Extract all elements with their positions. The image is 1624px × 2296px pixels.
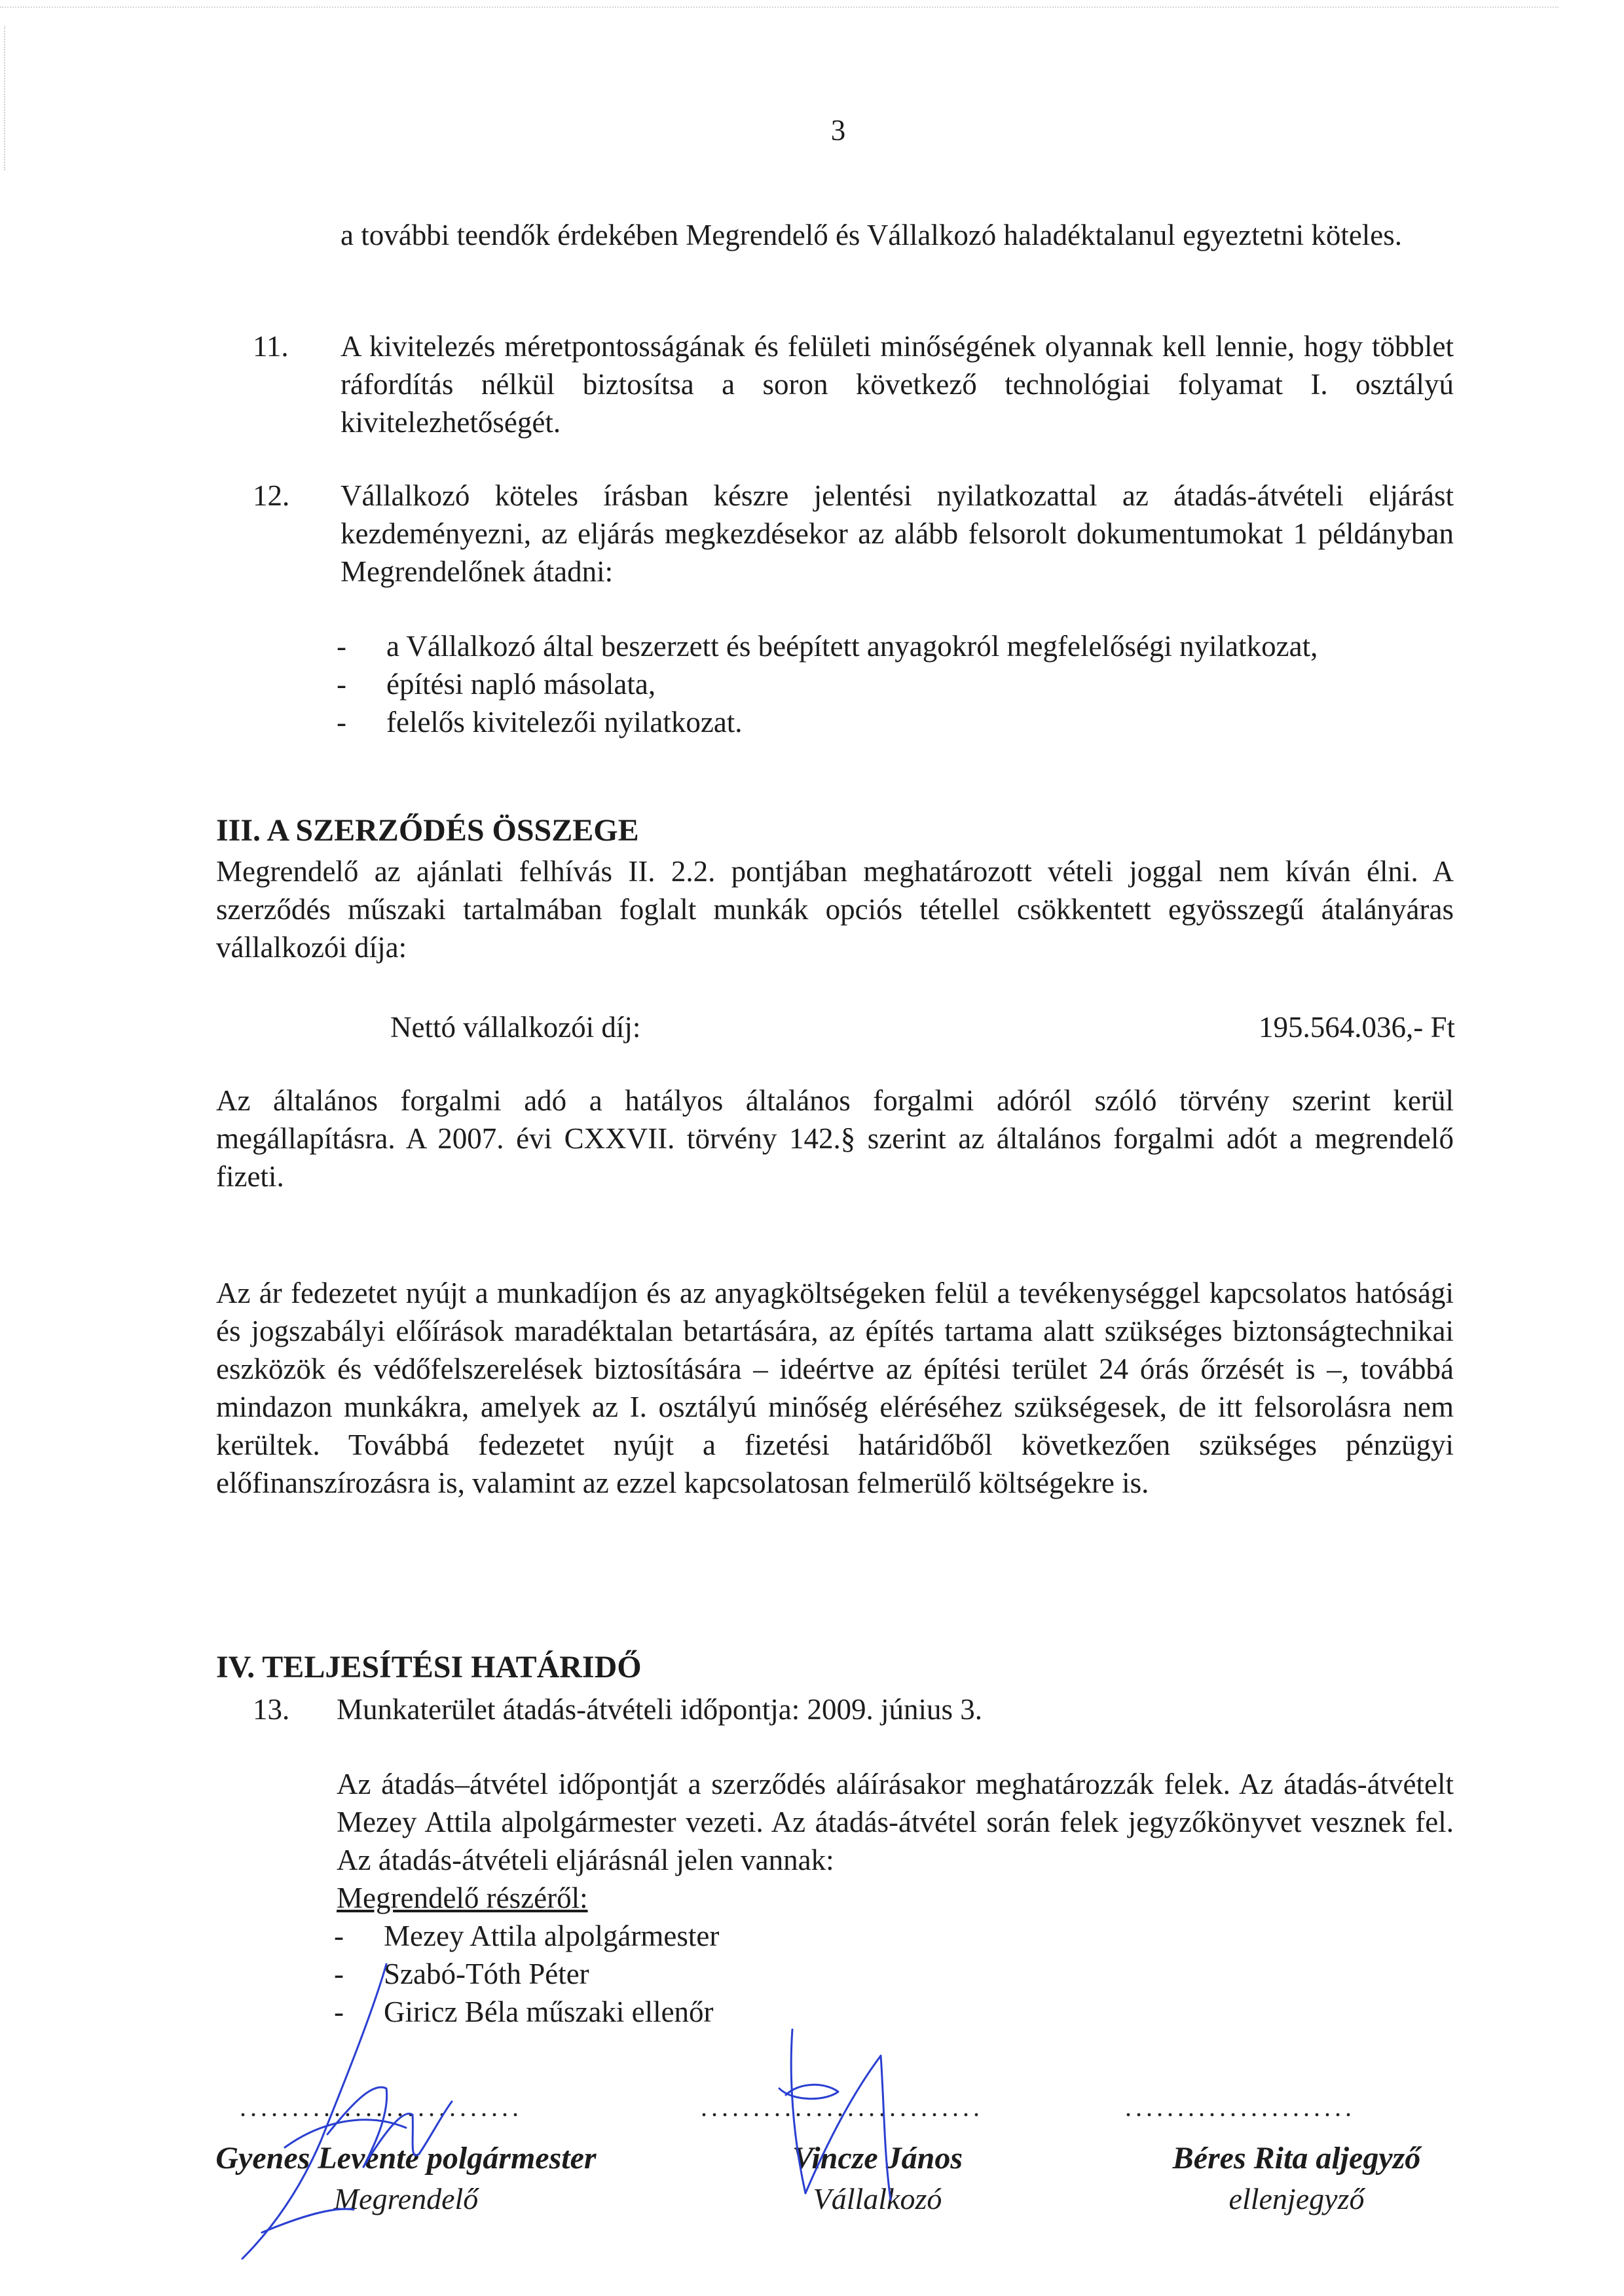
signatory-countersign-role: ellenjegyző: [1228, 2182, 1365, 2215]
customer-side-subheading: Megrendelő részéről:: [337, 1882, 588, 1914]
intro-paragraph: [341, 216, 1454, 254]
section-3-paragraph-1: [216, 852, 1454, 966]
section-3-heading: III. A SZERZŐDÉS ÖSSZEGE: [216, 813, 639, 848]
item-11-text: A kivitelezés méretpontosságának és felületi minőségének olyannak kell lennie, hogy többlet ráfordítás nélkül biztosítsa a soron következő technológiai folyamat I. osztályú kivitelezhetőségét.: [341, 330, 1454, 439]
section-4-p1-text: Az átadás–átvétel időpontját a szerződés aláírásakor meghatározzák felek. Az átadás-átvételt Mezey Attila alpolgármester vezeti. Az átadás-átvétel során felek jegyzőkönyvet vesznek fel. Az átadás-átvételi eljárásnál jelen vannak:: [337, 1768, 1454, 1876]
section-3-paragraph-2: [216, 1082, 1454, 1195]
section-3-p2-text: Az általános forgalmi adó a hatályos általános forgalmi adóról szóló törvény szerint kerül megállapításra. A 2007. évi CXXVII. törvény 142.§ szerint az általános forgalmi adót a megrendelő fizeti.: [216, 1084, 1454, 1193]
signatory-customer-role: Megrendelő: [333, 2182, 479, 2215]
dash-marker: -: [337, 706, 346, 738]
signatory-contractor-role: Vállalkozó: [813, 2182, 942, 2215]
section-3-p3-text: Az ár fedezetet nyújt a munkadíjon és az anyagköltségeken felül a tevékenységgel kapcsolatos hatósági és jogszabályi előírások maradéktalan betartására, az építés tartama alatt szükséges biztonságtechnikai eszközök és védőfelszerelések biztosítására – ideértve az építési terület 24 órás őrzését is –, továbbá mindazon munkákra, amelyek az I. osztályú minőség eléréséhez szükségesek, de itt felsorolásra nem kerültek. Továbbá fedezetet nyújt a fizetési határidőből következően szükséges pénzügyi előfinanszírozásra is, valamint az ezzel kapcsolatosan felmerülő költségekre is.: [216, 1277, 1454, 1499]
scan-border-left: [4, 26, 5, 170]
item-11-number: 11.: [253, 330, 289, 363]
list-item: [337, 665, 1489, 703]
intro-text: a további teendők érdekében Megrendelő és Vállalkozó haladéktalanul egyeztetni köteles.: [341, 219, 1403, 251]
item-12-text: Vállalkozó köteles írásban készre jelentési nyilatkozattal az átadás-átvételi eljárást kezdeményezni, az eljárás megkezdésekor az alább felsorolt dokumentumokat 1 példányban Megrendelőnek átadni:: [341, 479, 1454, 588]
list-item-text: a Vállalkozó által beszerzett és beépített anyagokról megfelelőségi nyilatkozat,: [386, 630, 1318, 663]
attendee-name: Szabó-Tóth Péter: [384, 1958, 589, 1990]
attendee-name: Giricz Béla műszaki ellenőr: [384, 1995, 714, 2028]
dash-marker: -: [334, 1958, 344, 1990]
section-3-paragraph-3: [216, 1274, 1454, 1502]
signature-line-contractor: ...........................: [701, 2092, 984, 2122]
item-13-number: 13.: [253, 1693, 290, 1726]
handwritten-signature-customer: [223, 1951, 524, 2265]
dash-marker: -: [337, 668, 346, 701]
net-fee-value: 195.564.036,- Ft: [1258, 1011, 1455, 1044]
section-4-paragraph: [337, 1765, 1454, 1879]
item-11: [341, 327, 1454, 441]
handwritten-signature-contractor: [753, 2016, 923, 2213]
list-item: [337, 703, 1489, 741]
list-item: [337, 627, 1489, 665]
list-item: [334, 1917, 1120, 1955]
list-item-text: felelős kivitelezői nyilatkozat.: [386, 706, 743, 738]
signatory-countersign-name: Béres Rita aljegyző: [1172, 2141, 1421, 2176]
signatory-customer-name: Gyenes Levente polgármester: [215, 2141, 597, 2176]
signature-line-countersign: ......................: [1125, 2092, 1356, 2122]
page-number: 3: [830, 114, 846, 147]
section-4-heading: IV. TELJESÍTÉSI HATÁRIDŐ: [216, 1650, 642, 1685]
signatory-contractor-name: Vincze János: [792, 2141, 963, 2176]
section-3-p1-text: Megrendelő az ajánlati felhívás II. 2.2. pontjában meghatározott vételi joggal nem kíván élni. A szerződés műszaki tartalmában foglalt munkák opciós tétellel csökkentett egyösszegű átalányáras vállalkozói díja:: [216, 855, 1454, 964]
dash-marker: -: [334, 1920, 344, 1952]
net-fee-label: Nettó vállalkozói díj:: [390, 1011, 641, 1044]
dash-marker: -: [337, 630, 346, 663]
signature-line-customer: ...........................: [240, 2092, 523, 2122]
item-13-text: Munkaterület átadás-átvételi időpontja: 2009. június 3.: [337, 1693, 983, 1726]
item-12: [341, 477, 1454, 591]
dash-marker: -: [334, 1995, 344, 2028]
list-item-text: építési napló másolata,: [386, 668, 656, 701]
item-12-document-list: [337, 627, 1489, 741]
scan-border-top: [0, 7, 1559, 8]
item-12-number: 12.: [253, 479, 290, 512]
attendee-name: Mezey Attila alpolgármester: [384, 1920, 720, 1952]
